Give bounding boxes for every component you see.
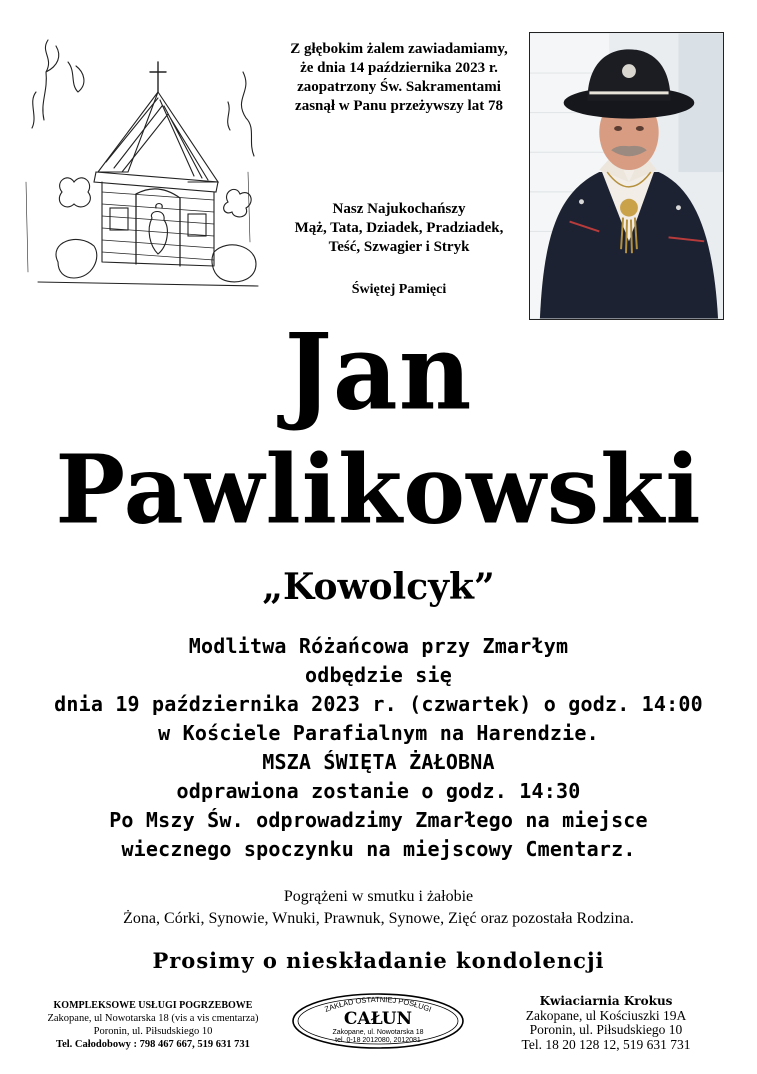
chapel-sketch-illustration xyxy=(18,32,268,294)
logo-address: Zakopane, ul. Nowotarska 18 xyxy=(332,1029,424,1036)
florist-address-2: Poronin, ul. Piłsudskiego 10 xyxy=(529,1022,683,1037)
logo-top-text: ZAKŁAD OSTATNIEJ POSŁUGI xyxy=(323,994,433,1014)
ceremony-line: wiecznego spoczynku na miejscowy Cmentarz. xyxy=(121,837,636,861)
ceremony-line: odprawiona zostanie o godz. 14:30 xyxy=(176,779,581,803)
funeral-company-name: KOMPLEKSOWE USŁUGI POGRZEBOWE xyxy=(53,1000,253,1011)
ceremony-details xyxy=(20,632,737,864)
funeral-services-info xyxy=(8,999,298,1051)
logo-phone: tel. 0-18 2012080, 2012081 xyxy=(335,1037,421,1044)
calun-logo xyxy=(290,992,466,1050)
deceased-first-name: Jan xyxy=(284,310,473,434)
no-condolences-request: Prosimy o nieskładanie kondolencji xyxy=(152,948,605,973)
ceremony-line: w Kościele Parafialnym na Harendzie. xyxy=(158,721,599,745)
mourners-list: Żona, Córki, Synowie, Wnuki, Prawnuk, Synowe, Zięć oraz pozostała Rodzina. xyxy=(123,910,634,927)
ceremony-line: Modlitwa Różańcowa przy Zmarłym xyxy=(188,634,569,658)
florist-phone: Tel. 18 20 128 12, 519 631 731 xyxy=(521,1036,691,1052)
family-relations xyxy=(268,200,530,257)
family-line: Teść, Szwagier i Stryk xyxy=(328,239,470,255)
death-announcement xyxy=(268,40,530,116)
ceremony-line: dnia 19 października 2023 r. (czwartek) o godz. 14:00 xyxy=(54,692,703,716)
funeral-phone: Tel. Całodobowy : 798 467 667, 519 631 731 xyxy=(56,1039,250,1050)
memory-label: Świętej Pamięci xyxy=(351,282,447,297)
family-line: Nasz Najukochańszy xyxy=(332,201,466,217)
ceremony-line: MSZA ŚWIĘTA ŻAŁOBNA xyxy=(262,750,495,774)
florist-name: Kwiaciarnia Krokus xyxy=(539,994,673,1008)
mourners xyxy=(0,886,757,930)
mourners-intro: Pogrążeni w smutku i żałobie xyxy=(283,888,474,905)
announcement-line: zasnął w Panu przeżywszy lat 78 xyxy=(295,98,503,114)
logo-name: CAŁUN xyxy=(343,1009,413,1029)
announcement-line: Z głębokim żalem zawiadamiamy, xyxy=(290,41,508,57)
portrait-photo xyxy=(529,32,724,320)
funeral-address-2: Poronin, ul. Piłsudskiego 10 xyxy=(93,1026,213,1037)
florist-info xyxy=(470,994,742,1052)
ceremony-line: odbędzie się xyxy=(305,663,452,687)
announcement-line: że dnia 14 października 2023 r. xyxy=(300,60,498,76)
announcement-line: zaopatrzony Św. Sakramentami xyxy=(297,79,501,95)
family-line: Mąż, Tata, Dziadek, Pradziadek, xyxy=(294,220,504,236)
deceased-last-name: Pawlikowski xyxy=(55,434,702,546)
ceremony-line: Po Mszy Św. odprowadzimy Zmarłego na miejsce xyxy=(109,808,648,832)
florist-address-1: Zakopane, ul Kościuszki 19A xyxy=(525,1007,687,1023)
deceased-nickname: „Kowolcyk” xyxy=(262,566,495,608)
funeral-address-1: Zakopane, ul Nowotarska 18 (vis a vis cmentarza) xyxy=(47,1013,259,1024)
